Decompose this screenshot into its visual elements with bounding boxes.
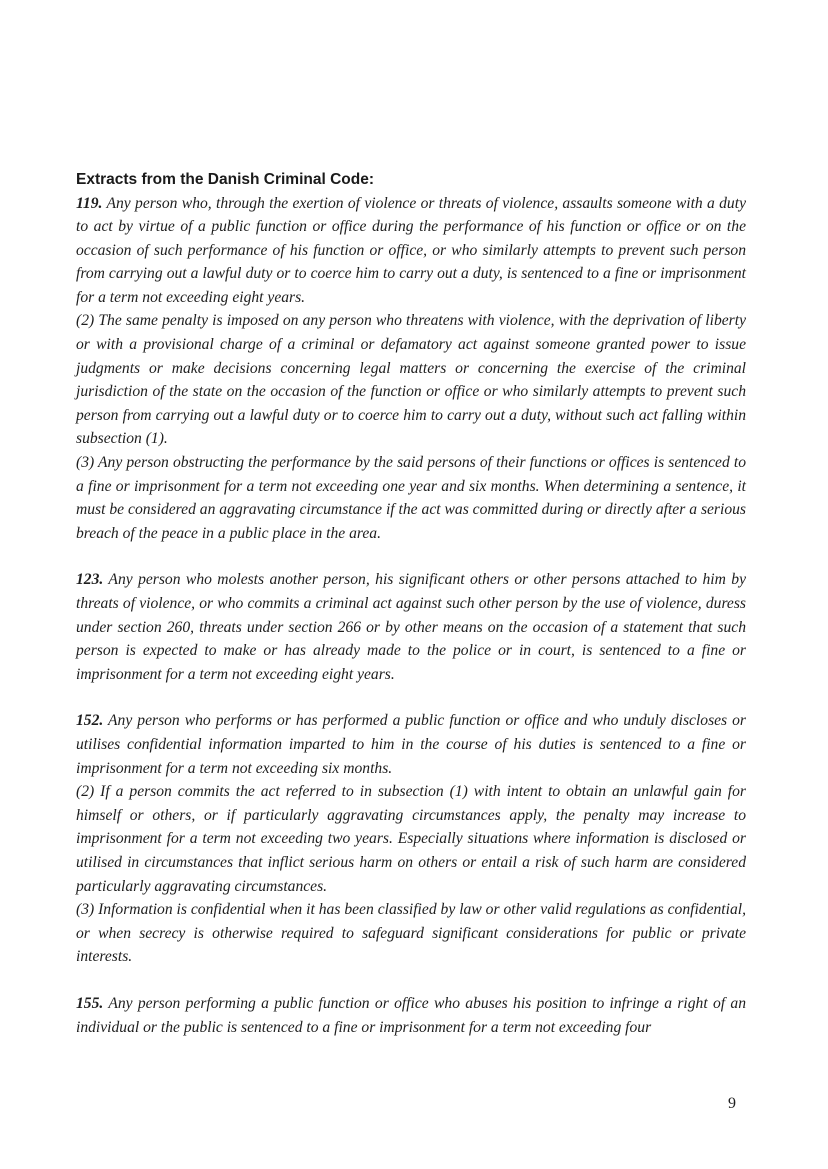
section-paragraph: (2) If a person commits the act referred to in subsection (1) with intent to obtain an unlawful gain for himself or others, or if particularly aggravating circumstances apply, the penalty may increase to imprisonment for a term not exceeding two years. Especially situations where information is disclosed or utilised in circumstances that inflict serious harm on others or entail a risk of such harm are considered particularly aggravating circumstances.: [76, 783, 746, 895]
paragraph-text: Any person who, through the exertion of violence or threats of violence, assaults someone with a duty to act by virtue of a public function or office during the performance of his function or office or on the occasion of such performance of his function or office, or who similarly attempts to prevent such person from carrying out a lawful duty or to coerce him to carry out a duty, is sentenced to a fine or imprisonment for a term not exceeding eight years.: [76, 194, 746, 306]
section-paragraph: [76, 992, 746, 1039]
section-paragraph: (2) The same penalty is imposed on any person who threatens with violence, with the deprivation of liberty or with a provisional charge of a criminal or defamatory act against someone granted power to issue judgments or make decisions concerning legal matters or concerning the exercise of the criminal jurisdiction of the state on the occasion of the function or office or who similarly attempts to prevent such person from carrying out a lawful duty or to coerce him to carry out a duty, without such act falling within subsection (1).: [76, 312, 746, 448]
section-paragraph: (3) Information is confidential when it has been classified by law or other valid regulations as confidential, or when secrecy is otherwise required to safeguard significant considerations for public or private interests.: [76, 901, 746, 966]
section-number: 119.: [76, 194, 103, 212]
document-body: [76, 168, 746, 1039]
section-number: 155.: [76, 994, 104, 1012]
section-155: [76, 992, 746, 1039]
section-152: [76, 709, 746, 969]
paragraph-text: Any person who molests another person, his significant others or other persons attached to him by threats of violence, or who commits a criminal act against such other person by the use of violence, duress under section 260, threats under section 266 or by other means on the occasion of a statement that such person is expected to make or has already made to the police or in court, is sentenced to a fine or imprisonment for a term not exceeding eight years.: [76, 571, 746, 683]
section-spacer: [76, 545, 746, 568]
section-paragraph: (3) Any person obstructing the performance by the said persons of their functions or offices is sentenced to a fine or imprisonment for a term not exceeding one year and six months. When determining a sentence, it must be considered an aggravating circumstance if the act was committed during or directly after a serious breach of the peace in a public place in the area.: [76, 454, 746, 542]
section-spacer: [76, 969, 746, 992]
section-number: 152.: [76, 712, 104, 730]
section-paragraph: [76, 568, 746, 686]
paragraph-text: Any person performing a public function or office who abuses his position to infringe a right of an individual or the public is sentenced to a fine or imprisonment for a term not exceeding four: [76, 994, 746, 1036]
section-119: [76, 192, 746, 546]
section-paragraph: [76, 192, 746, 310]
section-spacer: [76, 686, 746, 709]
section-number: 123.: [76, 571, 104, 589]
section-123: [76, 568, 746, 686]
page-number: 9: [728, 1095, 736, 1112]
document-heading: Extracts from the Danish Criminal Code:: [76, 171, 375, 188]
section-paragraph: [76, 709, 746, 780]
paragraph-text: Any person who performs or has performed a public function or office and who unduly discloses or utilises confidential information imparted to him in the course of his duties is sentenced to a fine or imprisonment for a term not exceeding six months.: [76, 712, 746, 777]
